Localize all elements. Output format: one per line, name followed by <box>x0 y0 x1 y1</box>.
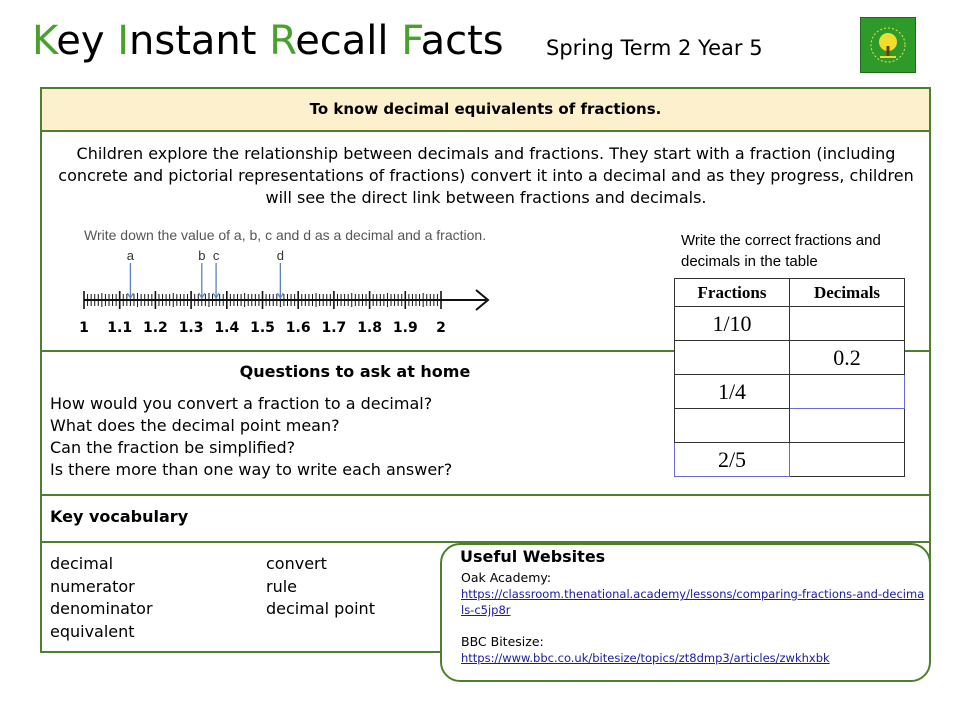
vocab-word: convert <box>266 554 327 573</box>
question-item: What does the decimal point mean? <box>50 416 340 435</box>
tick-label: 1.4 <box>214 320 240 336</box>
school-logo <box>860 17 916 73</box>
tick-label: 1.9 <box>392 320 418 336</box>
marker-label-c: c <box>212 248 220 263</box>
title-word-recall: ecall <box>295 18 402 64</box>
fraction-cell[interactable]: 1/10 <box>675 307 790 341</box>
vocabulary-column-1 <box>50 553 153 643</box>
tick-label: 1.2 <box>142 320 168 336</box>
table-row <box>675 443 905 477</box>
decimal-cell[interactable] <box>790 307 905 341</box>
title-word-key: ey <box>56 18 118 64</box>
websites-list <box>461 570 926 666</box>
table-row <box>675 307 905 341</box>
table-row <box>675 409 905 443</box>
question-item: Can the fraction be simplified? <box>50 438 296 457</box>
decimal-cell[interactable] <box>790 409 905 443</box>
table-instruction: Write the correct fractions and decimals in the table <box>681 232 881 270</box>
title-initial-k: K <box>32 18 57 64</box>
title-word-facts: acts <box>420 18 504 64</box>
number-line-instruction: Write down the value of a, b, c and d as a decimal and a fraction. <box>84 227 487 243</box>
vocab-word: equivalent <box>50 621 135 641</box>
tick-label: 1.5 <box>250 320 275 336</box>
question-item: Is there more than one way to write each answer? <box>50 460 453 479</box>
tick-label: 2 <box>436 320 446 336</box>
vocab-word: decimal <box>50 554 114 573</box>
decimal-cell[interactable] <box>790 443 905 477</box>
title-initial-f: F <box>401 18 421 64</box>
fraction-cell[interactable]: 2/5 <box>675 443 790 477</box>
fractions-decimals-table <box>674 278 905 477</box>
tick-label: 1.7 <box>321 320 347 336</box>
bbc-bitesize-link[interactable]: https://www.bbc.co.uk/bitesize/topics/zt8dmp3/articles/zwkhxbk <box>461 651 830 665</box>
vocabulary-column-2 <box>266 553 375 621</box>
header-decimals: Decimals <box>790 279 905 307</box>
vocab-word: denominator <box>50 599 153 618</box>
question-item: How would you convert a fraction to a decimal? <box>50 394 433 413</box>
fraction-cell[interactable]: 1/4 <box>675 375 790 409</box>
website-name: Oak Academy: <box>461 570 552 585</box>
title-initial-r: R <box>269 18 296 64</box>
vocabulary-title: Key vocabulary <box>50 507 189 526</box>
intro-text: Children explore the relationship between decimals and fractions. They start with a fraction (including concrete and pictorial representations of fractions) convert it into a decimal and as they progress, children will see the direct link between fractions and decimals. <box>58 144 914 207</box>
vocab-word: rule <box>266 576 298 596</box>
school-logo-tree-icon <box>861 18 915 72</box>
tick-label: 1 <box>79 320 89 336</box>
questions-title: Questions to ask at home <box>239 362 471 381</box>
website-name: BBC Bitesize: <box>461 634 544 649</box>
table-row <box>675 375 905 409</box>
tick-label: 1.1 <box>107 320 133 336</box>
title-initial-i: I <box>117 18 130 64</box>
page-title <box>32 18 504 64</box>
title-word-instant: nstant <box>129 18 270 64</box>
header-fractions: Fractions <box>675 279 790 307</box>
table-header-row <box>675 279 905 307</box>
decimal-cell[interactable]: 0.2 <box>790 341 905 375</box>
fraction-cell[interactable] <box>675 409 790 443</box>
vocab-word: numerator <box>50 576 135 596</box>
learning-objective: To know decimal equivalents of fractions. <box>40 87 931 132</box>
tick-label: 1.8 <box>357 320 383 336</box>
marker-label-b: b <box>198 248 206 263</box>
number-line <box>76 244 506 336</box>
oak-academy-link[interactable]: https://classroom.thenational.academy/lessons/comparing-fractions-and-decimals-c5jp8r <box>461 587 925 617</box>
table-row <box>675 341 905 375</box>
term-subtitle: Spring Term 2 Year 5 <box>546 36 763 60</box>
tick-label: 1.3 <box>178 320 204 336</box>
marker-label-a: a <box>126 248 135 263</box>
useful-websites-box <box>440 543 931 682</box>
marker-label-d: d <box>276 248 284 263</box>
decimal-cell[interactable] <box>790 375 905 409</box>
tick-label: 1.6 <box>285 320 311 336</box>
websites-title: Useful Websites <box>460 547 606 566</box>
questions-list <box>50 393 452 481</box>
fraction-cell[interactable] <box>675 341 790 375</box>
vocab-word: decimal point <box>266 599 375 618</box>
